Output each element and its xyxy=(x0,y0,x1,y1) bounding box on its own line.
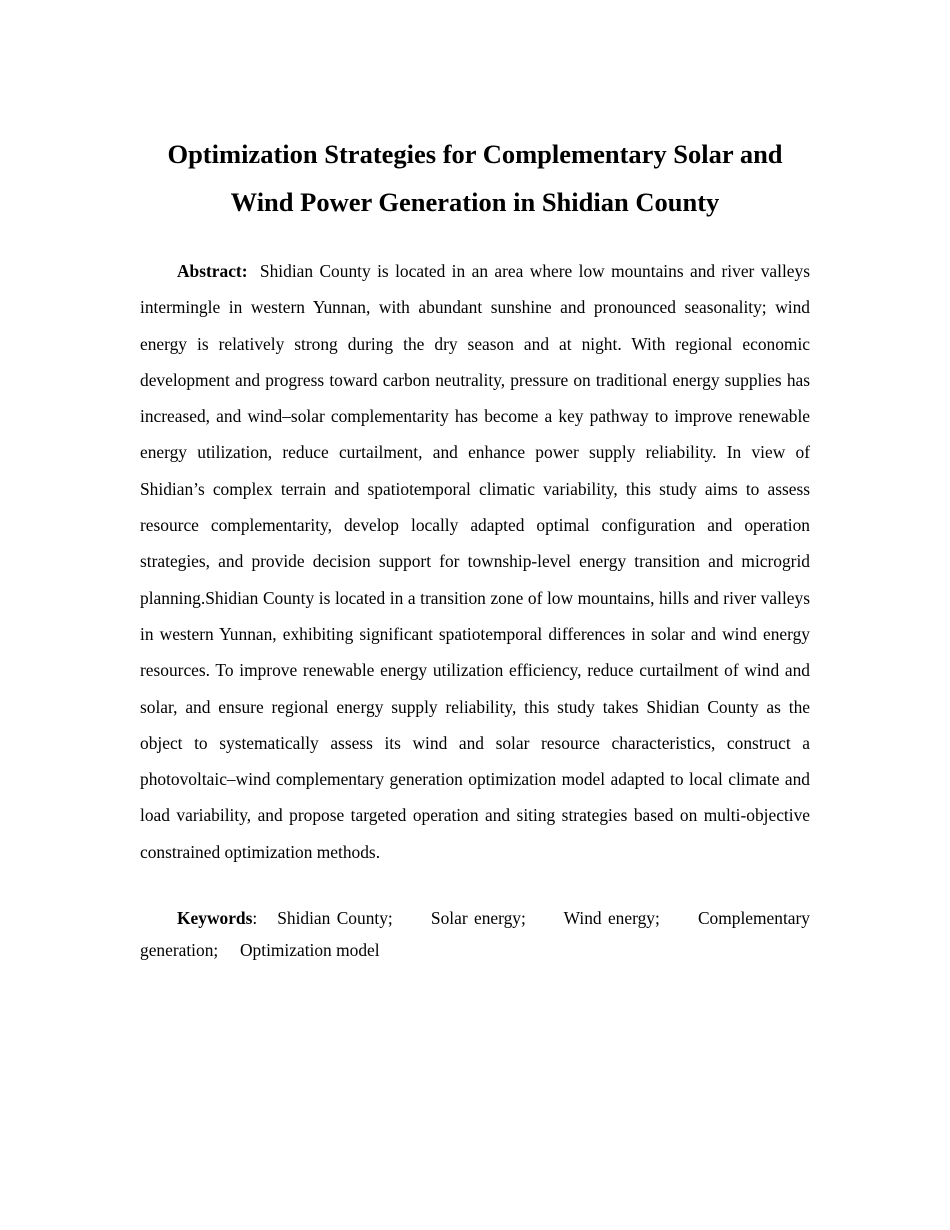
keyword-item: Wind energy; xyxy=(563,908,660,929)
keywords-label: Keywords xyxy=(177,908,253,929)
abstract-label: Abstract: xyxy=(177,261,248,281)
keyword-item: Optimization model xyxy=(239,940,380,961)
title-line-2: Wind Power Generation in Shidian County xyxy=(230,187,720,217)
keyword-item: Solar energy; xyxy=(430,908,526,929)
keyword-item: Shidian County; xyxy=(277,908,393,929)
paper-page xyxy=(140,130,810,966)
abstract-text: Shidian County is located in an area where low mountains and river valleys intermingle in western Yunnan, with abundant sunshine and pronounced seasonality; wind energy is relatively strong during the dry season and at night. With regional economic development and progress toward carbon neutrality, pressure on traditional energy supplies has increased, and wind–solar complementarity has become a key pathway to improve renewable energy utilization, reduce curtailment, and enhance power supply reliability. In view of Shidian’s complex terrain and spatiotemporal climatic variability, this study aims to assess resource complementarity, develop locally adapted optimal configuration and operation strategies, and provide decision support for township-level energy transition and microgrid planning.Shidian County is located in a transition zone of low mountains, hills and river valleys in western Yunnan, exhibiting significant spatiotemporal differences in solar and wind energy resources. To improve renewable energy utilization efficiency, reduce curtailment of wind and solar, and ensure regional energy supply reliability, this study takes Shidian County as the object to systematically assess its wind and solar resource characteristics, construct a photovoltaic–wind complementary generation optimization model adapted to local climate and load variability, and propose targeted operation and siting strategies based on multi-objective constrained optimization methods. xyxy=(140,261,810,862)
keywords-colon: : xyxy=(252,908,258,929)
abstract-paragraph xyxy=(140,253,810,870)
keywords-paragraph xyxy=(140,902,810,966)
title-line-1: Optimization Strategies for Complementary Solar and xyxy=(167,139,783,169)
paper-title xyxy=(140,130,810,226)
keyword-item: Complementary generation; xyxy=(140,908,810,961)
